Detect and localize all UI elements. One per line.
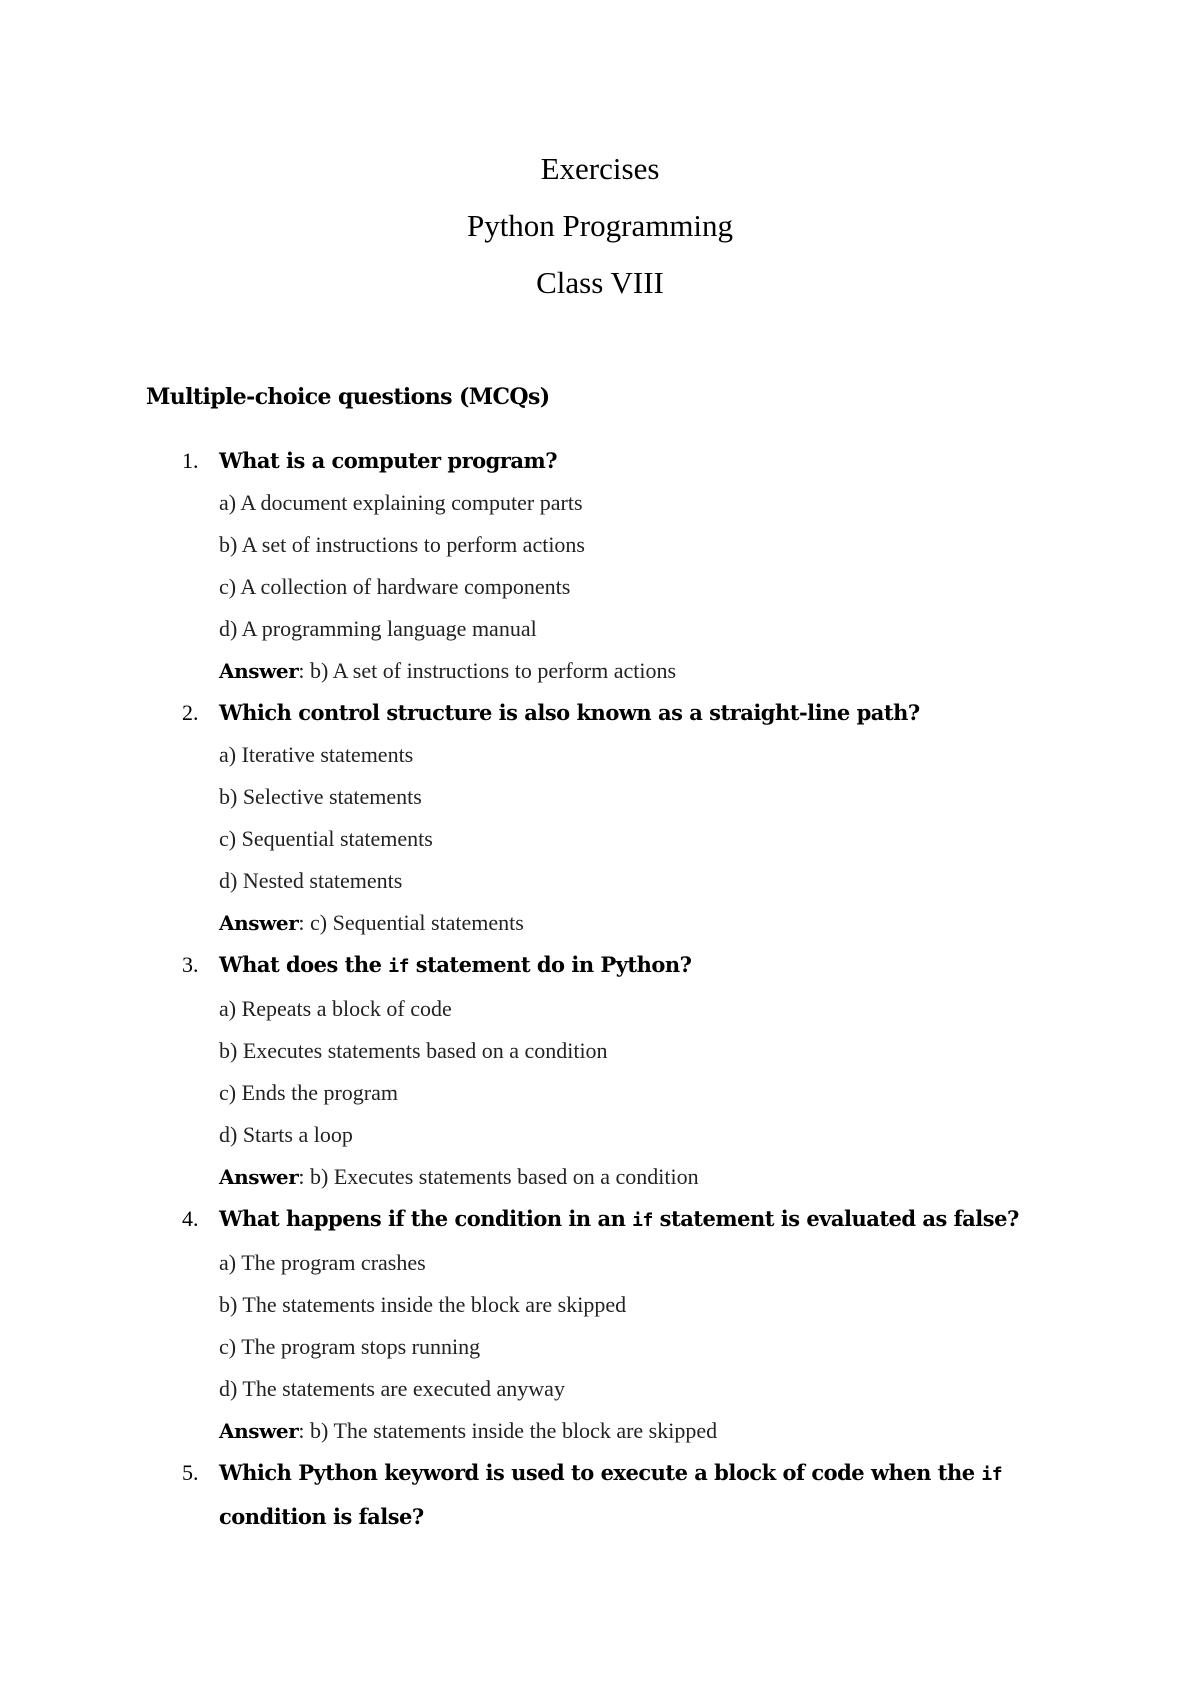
question-5 xyxy=(146,1452,1066,1538)
option-a: a) Repeats a block of code xyxy=(219,996,452,1021)
option-a: a) The program crashes xyxy=(219,1250,426,1275)
option-a: a) A document explaining computer parts xyxy=(219,490,583,515)
answer-label: Answer xyxy=(219,659,299,683)
question-4 xyxy=(146,1198,1066,1452)
option-c: c) Sequential statements xyxy=(219,826,433,851)
question-list xyxy=(146,440,1066,1538)
answer-label: Answer xyxy=(219,911,299,935)
option-b: b) Selective statements xyxy=(219,784,422,809)
question-1 xyxy=(146,440,1066,692)
option-b: b) A set of instructions to perform actions xyxy=(219,532,585,557)
page-title: Exercises xyxy=(540,151,660,186)
option-d: d) Nested statements xyxy=(219,868,403,893)
answer-text: : c) Sequential statements xyxy=(298,910,524,935)
answer-line xyxy=(219,1410,1066,1452)
option-c: c) A collection of hardware components xyxy=(219,574,571,599)
question-text: What is a computer program? xyxy=(219,448,558,473)
option-d: d) A programming language manual xyxy=(219,616,537,641)
answer-label: Answer xyxy=(219,1419,299,1443)
answer-text: : b) A set of instructions to perform actions xyxy=(298,658,677,683)
option-c: c) Ends the program xyxy=(219,1080,398,1105)
subject-title: Python Programming xyxy=(466,208,734,243)
question-text: Which control structure is also known as a straight-line path? xyxy=(219,700,920,725)
question-2 xyxy=(146,692,1066,944)
code-keyword: if xyxy=(388,956,409,977)
option-b: b) Executes statements based on a condition xyxy=(219,1038,608,1063)
question-number: 3. xyxy=(182,952,199,977)
option-d: d) Starts a loop xyxy=(219,1122,353,1147)
question-3 xyxy=(146,944,1066,1198)
option-d: d) The statements are executed anyway xyxy=(219,1376,565,1401)
title-block xyxy=(0,140,1200,311)
section-heading: Multiple-choice questions (MCQs) xyxy=(146,384,550,410)
question-text: Which Python keyword is used to execute a block of code when the if condition is false? xyxy=(219,1460,1003,1529)
question-number: 5. xyxy=(182,1460,199,1485)
option-b: b) The statements inside the block are skipped xyxy=(219,1292,627,1317)
answer-text: : b) Executes statements based on a condition xyxy=(298,1164,699,1189)
code-keyword: if xyxy=(981,1464,1003,1485)
answer-line xyxy=(219,1156,1066,1198)
code-keyword: if xyxy=(632,1210,653,1231)
option-a: a) Iterative statements xyxy=(219,742,414,767)
answer-line xyxy=(219,650,1066,692)
answer-line xyxy=(219,902,1066,944)
answer-label: Answer xyxy=(219,1165,299,1189)
question-text: What does the if statement do in Python? xyxy=(219,952,692,977)
answer-text: : b) The statements inside the block are skipped xyxy=(298,1418,718,1443)
class-title: Class VIII xyxy=(536,265,664,300)
question-number: 2. xyxy=(182,700,199,725)
question-text: What happens if the condition in an if statement is evaluated as false? xyxy=(219,1206,1019,1231)
option-c: c) The program stops running xyxy=(219,1334,481,1359)
question-number: 1. xyxy=(182,448,199,473)
question-number: 4. xyxy=(182,1206,199,1231)
